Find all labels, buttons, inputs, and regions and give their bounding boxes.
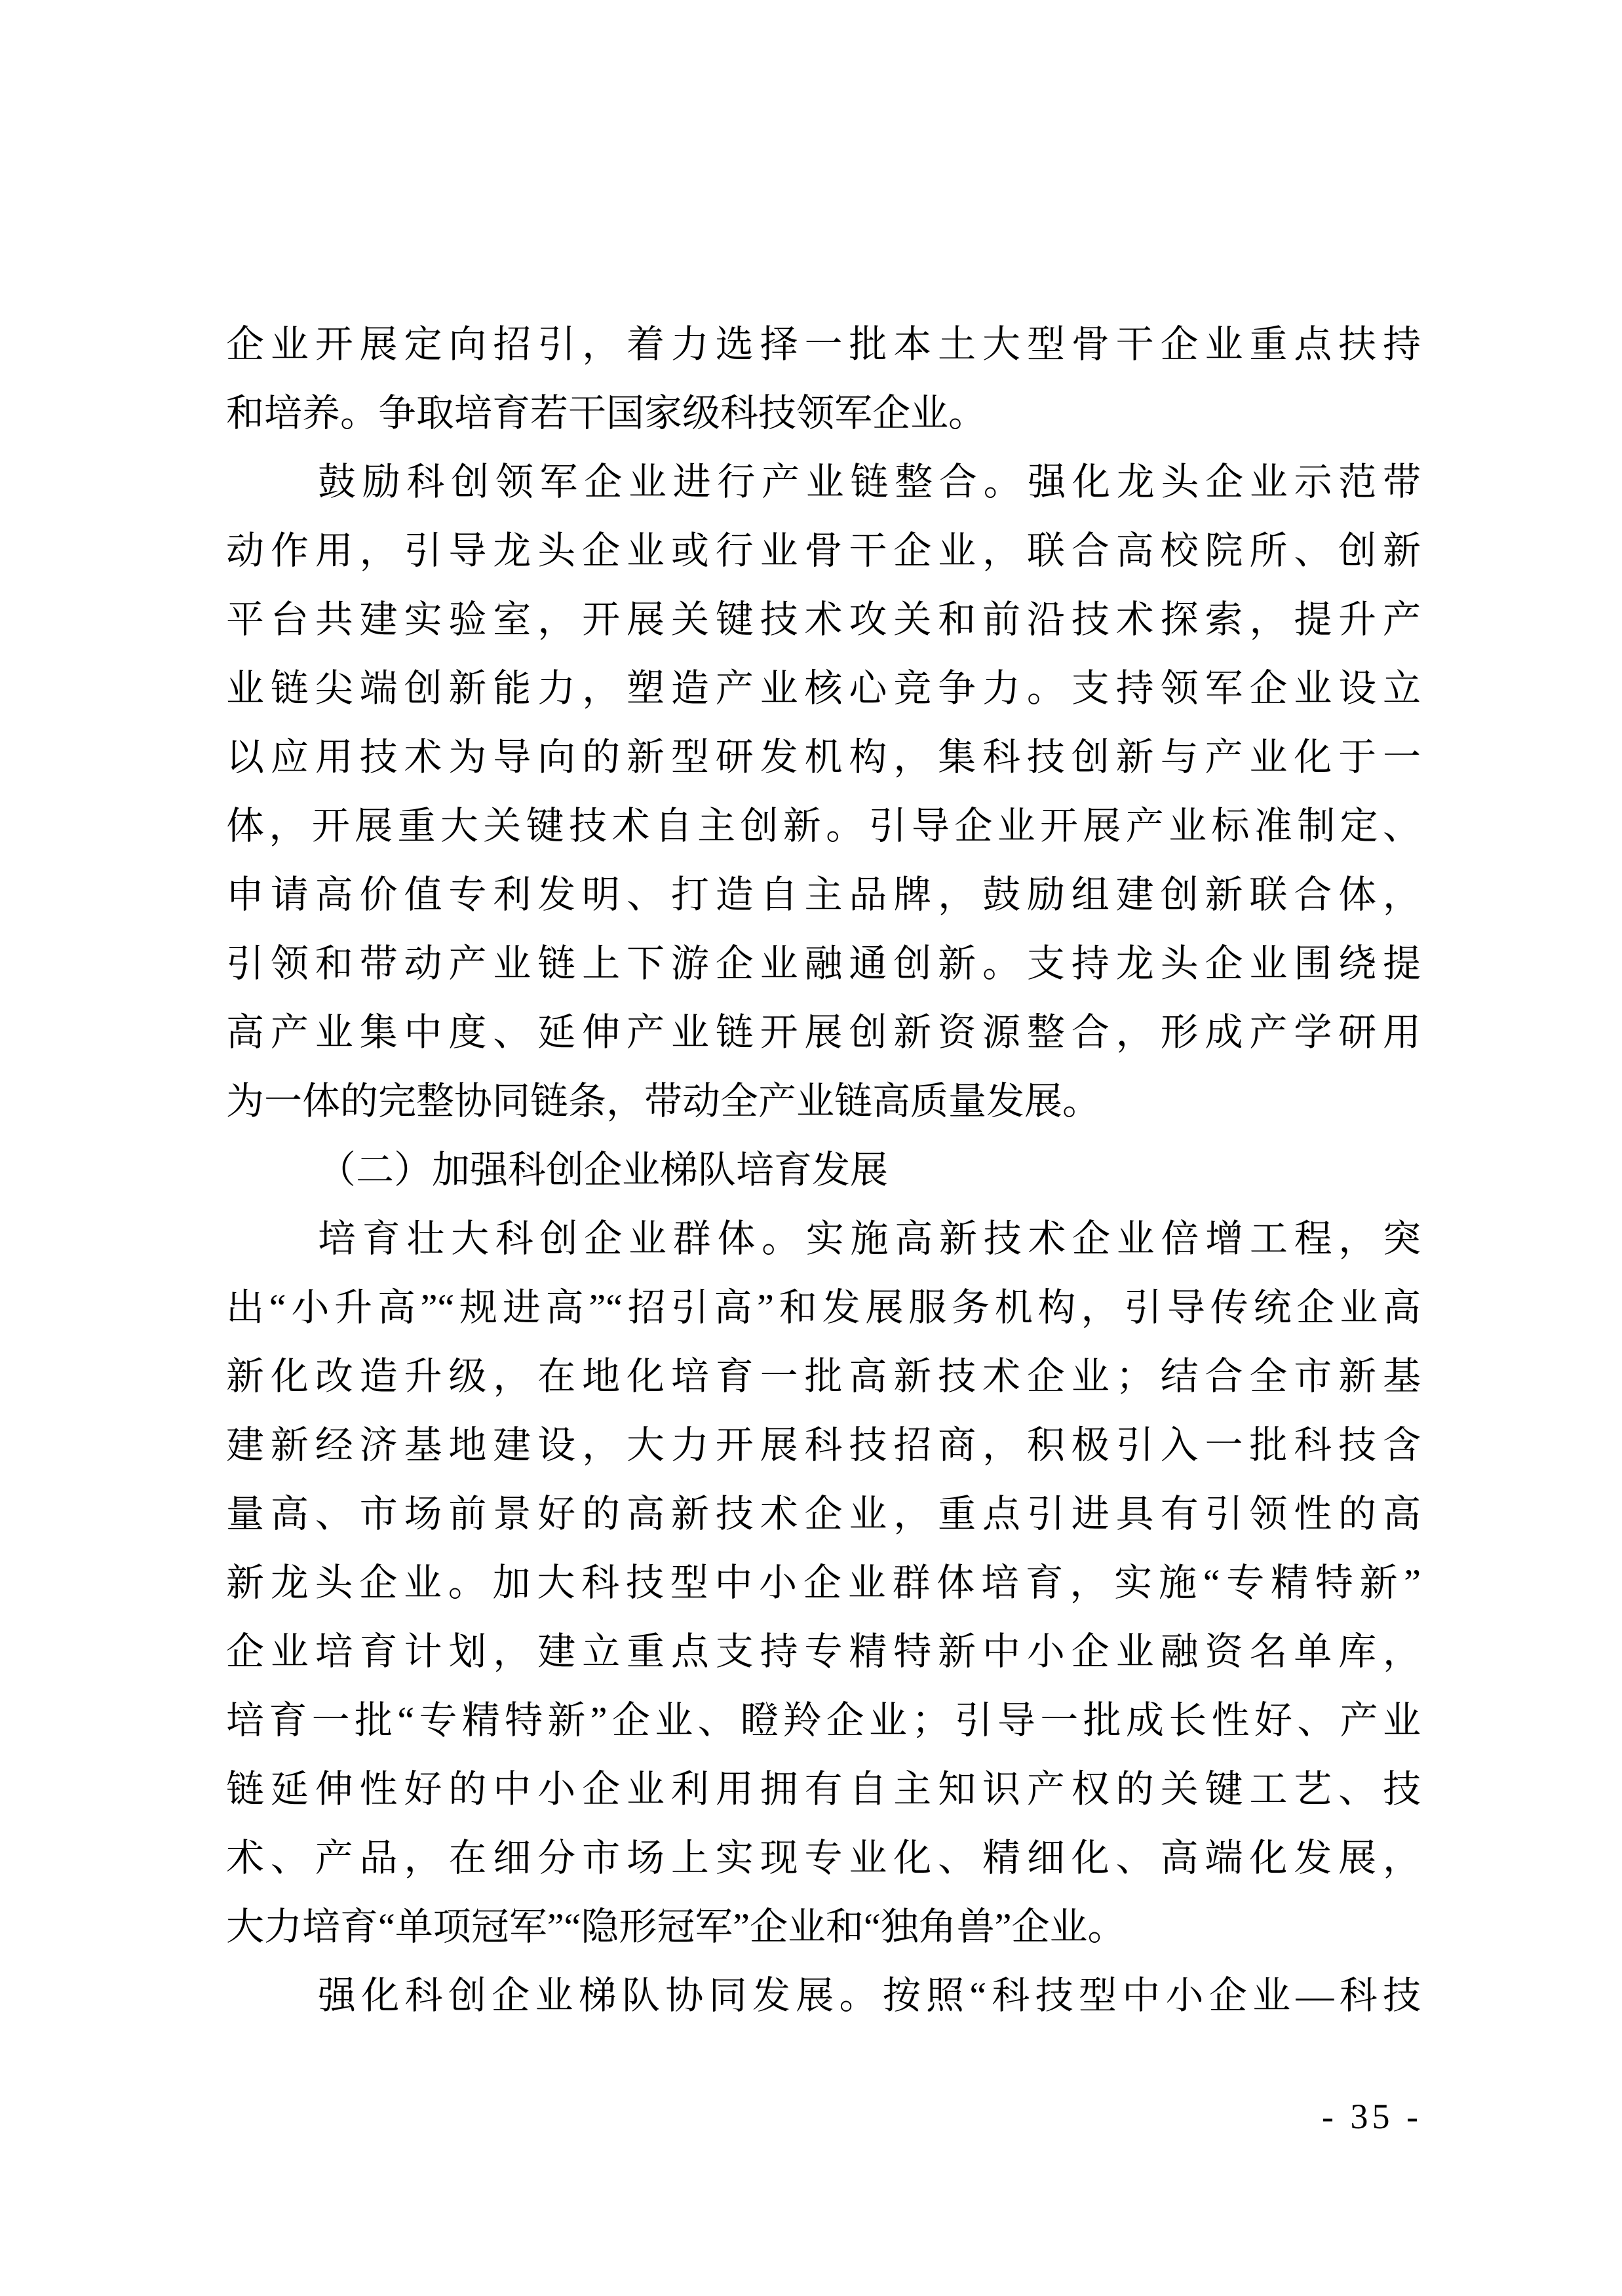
text-line: 和培养。争取培育若干国家级科技领军企业。 xyxy=(226,392,987,434)
text-line: 新龙头企业。加大科技型中小企业群体培育，实施“专精特新” xyxy=(226,1561,1421,1604)
text-line: 鼓励科创领军企业进行产业链整合。强化龙头企业示范带 xyxy=(318,461,1421,503)
text-line: 高产业集中度、延伸产业链开展创新资源整合，形成产学研用 xyxy=(226,1011,1421,1054)
page-body xyxy=(226,310,1421,2030)
text-line: 企业培育计划，建立重点支持专精特新中小企业融资名单库， xyxy=(226,1630,1421,1673)
text-line: 体，开展重大关键技术自主创新。引导企业开展产业标准制定、 xyxy=(226,805,1421,847)
text-line: 引领和带动产业链上下游企业融通创新。支持龙头企业围绕提 xyxy=(226,942,1421,985)
text-line: 术、产品，在细分市场上实现专业化、精细化、高端化发展， xyxy=(226,1837,1421,1879)
text-line: 业链尖端创新能力，塑造产业核心竞争力。支持领军企业设立 xyxy=(226,667,1421,710)
text-line: 企业开展定向招引，着力选择一批本土大型骨干企业重点扶持 xyxy=(226,323,1421,366)
page-number: - 35 - xyxy=(1322,2097,1422,2136)
text-line: 建新经济基地建设，大力开展科技招商，积极引入一批科技含 xyxy=(226,1424,1421,1466)
text-line: 量高、市场前景好的高新技术企业，重点引进具有引领性的高 xyxy=(226,1493,1421,1535)
text-line: 链延伸性好的中小企业利用拥有自主知识产权的关键工艺、技 xyxy=(226,1768,1421,1810)
text-line: （二）加强科创企业梯队培育发展 xyxy=(318,1149,889,1191)
text-line: 为一体的完整协同链条，带动全产业链高质量发展。 xyxy=(226,1080,1101,1122)
text-line: 平台共建实验室，开展关键技术攻关和前沿技术探索，提升产 xyxy=(226,598,1421,641)
text-line: 培育壮大科创企业群体。实施高新技术企业倍增工程，突 xyxy=(318,1217,1421,1260)
text-line: 新化改造升级，在地化培育一批高新技术企业；结合全市新基 xyxy=(226,1355,1421,1398)
text-line: 强化科创企业梯队协同发展。按照“科技型中小企业—科技 xyxy=(318,1974,1421,2017)
text-line: 培育一批“专精特新”企业、瞪羚企业；引导一批成长性好、产业 xyxy=(226,1699,1421,1742)
text-line: 申请高价值专利发明、打造自主品牌，鼓励组建创新联合体， xyxy=(226,873,1421,916)
text-line: 动作用，引导龙头企业或行业骨干企业，联合高校院所、创新 xyxy=(226,529,1421,572)
text-line: 大力培育“单项冠军”“隐形冠军”企业和“独角兽”企业。 xyxy=(226,1905,1126,1948)
text-line: 以应用技术为导向的新型研发机构，集科技创新与产业化于一 xyxy=(226,736,1421,778)
text-line: 出“小升高”“规进高”“招引高”和发展服务机构，引导传统企业高 xyxy=(226,1286,1421,1329)
